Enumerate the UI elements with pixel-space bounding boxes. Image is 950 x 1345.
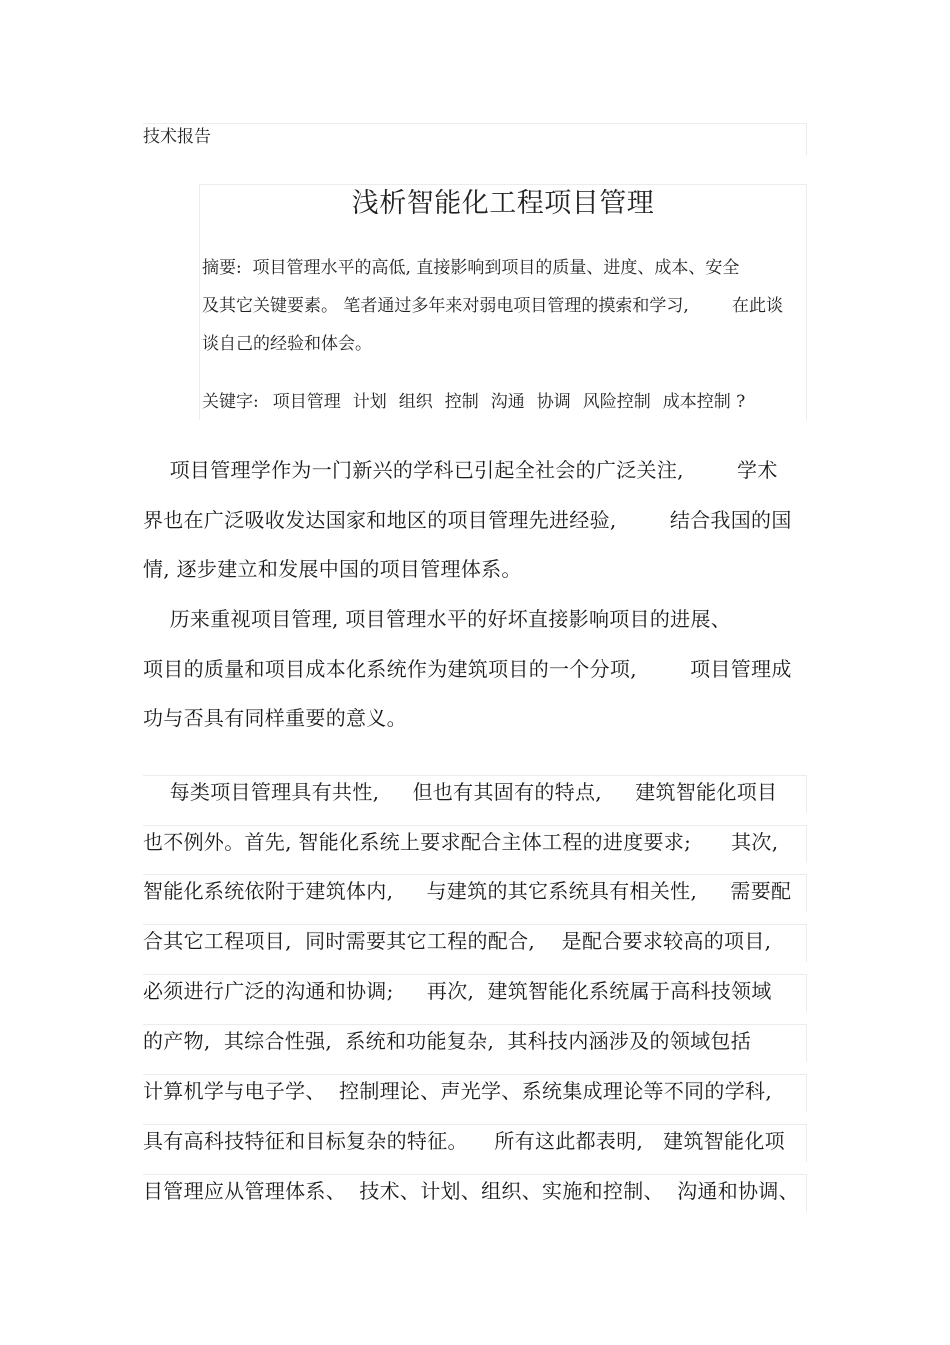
document-title: 浅析智能化工程项目管理 xyxy=(351,188,655,219)
keyword: 控制 xyxy=(444,392,479,412)
paragraph-line: 也不例外。首先, 智能化系统上要求配合主体工程的进度要求; 其次, xyxy=(143,825,807,863)
keyword: 成本控制 ? xyxy=(662,392,746,412)
paragraph-line: 计算机学与电子学、 控制理论、声光学、系统集成理论等不同的学科, xyxy=(143,1074,807,1112)
report-type-label: 技术报告 xyxy=(143,123,807,155)
abstract-box xyxy=(199,184,807,420)
keyword: 项目管理 xyxy=(272,392,341,412)
keyword: 沟通 xyxy=(490,392,525,412)
paragraph-line: 界也在广泛吸收发达国家和地区的项目管理先进经验, 结合我国的国 xyxy=(143,508,792,532)
paragraph-line: 智能化系统依附于建筑体内, 与建筑的其它系统具有相关性, 需要配 xyxy=(143,874,807,912)
paragraph-line: 项目管理学作为一门新兴的学科已引起全社会的广泛关注, 学术 xyxy=(143,458,778,482)
keyword: 组织 xyxy=(398,392,433,412)
keywords-line xyxy=(202,390,757,414)
keyword: 协调 xyxy=(536,392,571,412)
paragraph-line: 合其它工程项目, 同时需要其它工程的配合, 是配合要求较高的项目, xyxy=(143,924,807,962)
paragraph-line: 历来重视项目管理, 项目管理水平的好坏直接影响项目的进展、 xyxy=(143,607,732,631)
abstract-line: 及其它关键要素。 笔者通过多年来对弱电项目管理的摸索和学习, 在此谈 xyxy=(202,296,784,316)
keyword: 风险控制 xyxy=(582,392,651,412)
keywords-label: 关键字: xyxy=(202,392,259,412)
paragraph-line: 具有高科技特征和目标复杂的特征。 所有这此都表明, 建筑智能化项 xyxy=(143,1124,807,1162)
abstract-line: 摘要: 项目管理水平的高低, 直接影响到项目的质量、进度、成本、安全 xyxy=(202,258,740,278)
paragraph-line: 情, 逐步建立和发展中国的项目管理体系。 xyxy=(143,557,522,581)
paragraph-line: 的产物, 其综合性强, 系统和功能复杂, 其科技内涵涉及的领域包括 xyxy=(143,1024,807,1062)
paragraph-line: 必须进行广泛的沟通和协调; 再次, 建筑智能化系统属于高科技领域 xyxy=(143,974,807,1012)
paragraph-line: 目管理应从管理体系、 技术、计划、组织、实施和控制、 沟通和协调、 xyxy=(143,1174,807,1212)
paragraph-line: 功与否具有同样重要的意义。 xyxy=(143,706,407,730)
paragraph-line: 项目的质量和项目成本化系统作为建筑项目的一个分项, 项目管理成 xyxy=(143,657,792,681)
paragraph-line: 每类项目管理具有共性, 但也有其固有的特点, 建筑智能化项目 xyxy=(143,775,807,813)
abstract-line: 谈自己的经验和体会。 xyxy=(202,334,372,354)
keyword: 计划 xyxy=(352,392,387,412)
